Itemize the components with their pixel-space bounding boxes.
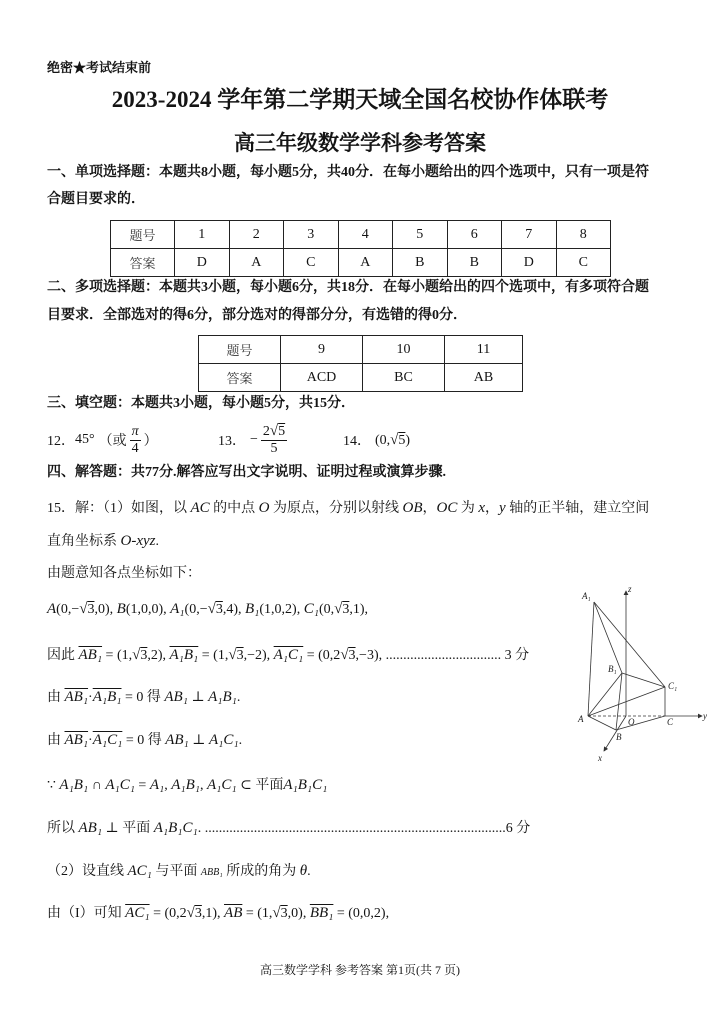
text-run: (1,0,0),: [125, 602, 171, 617]
question-number: 4: [338, 221, 393, 249]
radical-sign: √: [186, 905, 195, 921]
fraction: [261, 423, 287, 457]
text-run: .: [155, 534, 159, 549]
answer-cell: AB: [445, 364, 523, 392]
vector: A₁C₁: [273, 647, 304, 663]
multiple-choice-answer-table: [198, 335, 523, 392]
math-symbol: A₁B₁C₁: [153, 820, 198, 836]
radical-sign: √: [390, 431, 399, 448]
answer-cell: D: [502, 249, 557, 277]
text-run: ⊂ 平面: [236, 778, 284, 793]
vector: AC₁: [125, 905, 150, 921]
figure-label-a1: A₁: [582, 591, 591, 601]
edge-a1-c1: [594, 602, 665, 687]
solution-line: [47, 598, 368, 621]
answer-cell: B: [447, 249, 502, 277]
solution-line: [47, 644, 529, 667]
text-run: ⊥: [187, 690, 209, 705]
radicand: 3: [236, 648, 244, 663]
text-run: =: [134, 778, 150, 793]
figure-label-c: C: [667, 717, 674, 727]
text-run: 由题意知各点坐标如下：: [47, 566, 201, 581]
math-symbol: y: [499, 500, 506, 516]
math-symbol: A₁: [170, 601, 185, 617]
text-run: 所以: [47, 821, 79, 836]
math-symbol: OB: [402, 500, 423, 516]
question-number: 9: [281, 336, 363, 364]
section2-heading: 二、多项选择题：本题共3小题，每小题6分，共18分．在每小题给出的四个选项中，有多项符合题: [47, 280, 649, 295]
math-symbol: AC₁: [127, 863, 152, 879]
text-run: ·: [88, 690, 93, 705]
text-run: ·: [88, 733, 93, 748]
figure-label-o: O: [628, 717, 635, 727]
text-run: 为: [457, 501, 479, 516]
text-run: 由: [47, 690, 65, 705]
section3-heading: 三、填空题：本题共3小题，每小题5分，共15分．: [47, 396, 355, 411]
figure-label-a: A: [578, 714, 584, 724]
text-run: ,: [199, 778, 207, 793]
math-symbol: OC: [436, 500, 458, 516]
figure-svg: [570, 585, 710, 770]
vector: A₁B₁: [92, 689, 122, 705]
text-run: .: [307, 864, 311, 879]
text-run: ⊥: [188, 733, 209, 748]
question-number: 3: [284, 221, 339, 249]
prism-coordinate-figure: [570, 585, 710, 770]
text-run: .: [238, 733, 243, 748]
math-symbol: AB₁: [165, 732, 189, 748]
math-symbol: A₁C₁: [206, 777, 237, 793]
alt-open: （或: [98, 434, 127, 449]
question-number: 1: [175, 221, 230, 249]
math-symbol: B: [116, 601, 126, 617]
math-symbol: A₁C₁: [208, 732, 239, 748]
math-symbol: x: [478, 500, 486, 516]
vector: AB₁: [64, 689, 89, 705]
fraction-denominator: 4: [131, 440, 139, 456]
radicand: 3: [348, 648, 356, 663]
answer-cell: B: [393, 249, 448, 277]
answer-cell: C: [556, 249, 611, 277]
edge-a1-a: [588, 602, 594, 716]
text-run: .: [236, 690, 241, 705]
fraction-numerator: π: [131, 423, 139, 439]
solution-line: [47, 530, 159, 553]
section4-heading: 四、解答题：共77分.解答应写出文字说明、证明过程或演算步骤.: [47, 465, 446, 480]
solution-line: [47, 729, 242, 752]
text-run: 由（I）可知: [47, 906, 126, 921]
answer-cell: D: [175, 249, 230, 277]
answer-cell: ACD: [281, 364, 363, 392]
math-symbol: AB₁: [78, 820, 103, 836]
answer-value: (0,√5): [375, 431, 411, 448]
fraction-numerator: 2√5: [262, 423, 286, 439]
radical-sign: √: [340, 647, 349, 663]
edge-b-c: [616, 716, 665, 730]
math-symbol: A₁: [149, 777, 165, 793]
text-run: ,: [164, 778, 172, 793]
text-run: 与平面: [151, 864, 201, 879]
math-symbol: A₁B₁C₁: [283, 777, 328, 793]
text-run: ，: [422, 501, 437, 516]
solution-line: [47, 817, 530, 840]
radical-sign: √: [269, 423, 279, 439]
question-number: 6: [447, 221, 502, 249]
figure-label-b1: B₁: [608, 664, 617, 674]
text-run: 6 分: [505, 821, 531, 836]
table-row: [111, 249, 611, 277]
math-symbol: A₁C₁: [105, 777, 135, 793]
solution-line: [47, 774, 327, 797]
figure-label-c1: C₁: [668, 681, 678, 691]
fraction-denominator: 5: [270, 441, 278, 456]
answer-cell: BC: [363, 364, 445, 392]
single-choice-answer-table: [110, 220, 611, 277]
text-run: 轴的正半轴，建立空间: [505, 501, 650, 516]
text-run: = (1,√3,0),: [242, 905, 310, 921]
radicand: 3: [194, 906, 202, 921]
answer-value: 45°: [75, 432, 95, 447]
text-run: = (0,2√3,−3),: [303, 647, 386, 663]
question-number-label: 题号: [111, 221, 175, 249]
math-symbol: C₁: [303, 601, 319, 617]
radical-sign: √: [132, 647, 141, 663]
vector: $\overline{AB}$: [224, 905, 243, 921]
solution-line: [47, 563, 201, 585]
radical-sign: √: [207, 601, 216, 617]
vector: AB₁: [64, 732, 89, 748]
edge-a1-b1: [594, 602, 622, 673]
question-number: 12．: [47, 434, 75, 449]
solution-line: [47, 860, 311, 884]
vector: A₁B₁: [169, 647, 199, 663]
radicand: 3: [280, 906, 288, 921]
question-number: 7: [502, 221, 557, 249]
radicand: 3: [342, 602, 350, 617]
table-row: [199, 336, 523, 364]
text-run: 的中点: [209, 501, 259, 516]
answer-cell: A: [338, 249, 393, 277]
math-symbol: O: [258, 500, 270, 516]
text-run: (0,−√3,4),: [184, 601, 245, 617]
figure-label-y: y: [703, 711, 707, 721]
math-symbol: B₁: [245, 601, 260, 617]
text-run: 15．解：（1）如图，以: [47, 501, 191, 516]
question-number: 2: [229, 221, 284, 249]
question-number: 5: [393, 221, 448, 249]
section2-heading-cont: 目要求．全部选对的得6分，部分选对的得部分分，有选错的得0分．: [47, 308, 467, 323]
fill-answer-14: [343, 423, 410, 457]
math-symbol: A₁B₁: [59, 777, 89, 793]
question-number: 10: [363, 336, 445, 364]
fraction: [130, 424, 141, 457]
text-run: ∩: [88, 778, 106, 793]
text-run: = 0 得: [121, 690, 165, 705]
text-run: = (0,2√3,1),: [149, 905, 225, 921]
text-run: ，: [485, 501, 500, 516]
fill-answer-12: [47, 423, 158, 457]
vector: BB₁: [309, 905, 334, 921]
question-number: 13．: [218, 434, 246, 449]
minus-sign: −: [250, 432, 258, 447]
edge-b1-b: [616, 673, 622, 730]
vector: A₁C₁: [92, 732, 123, 748]
text-run: = (1,√3,2),: [102, 647, 170, 663]
text-run: 因此: [47, 648, 79, 663]
math-symbol: A: [47, 601, 57, 617]
radicand: 5: [398, 432, 406, 448]
text-run: ⊥ 平面: [102, 821, 154, 836]
question-number: 11: [445, 336, 523, 364]
text-run: 由: [47, 733, 65, 748]
question-number-label: 题号: [199, 336, 281, 364]
figure-label-b: B: [616, 732, 622, 742]
question-number: 8: [556, 221, 611, 249]
answer-label: 答案: [111, 249, 175, 277]
text-run: 直角坐标系: [47, 534, 121, 549]
radicand: 3: [87, 602, 95, 617]
math-symbol: A₁B₁: [171, 777, 200, 793]
math-symbol: A₁B₁: [208, 689, 237, 705]
radicand: 3: [140, 648, 148, 663]
vector: AB₁: [78, 647, 103, 663]
figure-label-x: x: [598, 753, 602, 763]
text-run: .: [197, 821, 205, 836]
text-run: (0,√3,1),: [318, 601, 369, 617]
text-run: 所成的角为: [222, 864, 300, 879]
confidential-label: 绝密★考试结束前: [47, 60, 152, 75]
answer-cell: A: [229, 249, 284, 277]
table-row: [111, 221, 611, 249]
alt-close: ）: [143, 434, 158, 449]
answer-label: 答案: [199, 364, 281, 392]
x-axis: [604, 716, 626, 751]
section1-heading: 一、单项选择题：本题共8小题，每小题5分，共40分．在每小题给出的四个选项中，只有一项是符: [47, 165, 649, 180]
math-symbol-small: ABB₁: [200, 867, 223, 878]
text-run: = (1,√3,−2),: [198, 647, 274, 663]
page-footer: 高三数学学科 参考答案 第1页(共 7 页): [260, 963, 460, 977]
text-run: ∵: [47, 778, 60, 793]
radicand: 5: [278, 424, 286, 439]
edge-a-b: [588, 716, 616, 730]
radical-sign: √: [79, 601, 88, 617]
figure-label-z: z: [628, 585, 632, 594]
text-run: 3 分: [501, 648, 530, 663]
solution-line: [47, 497, 649, 520]
solution-line: [47, 902, 389, 925]
text-run: （2）设直线: [47, 864, 128, 879]
edge-b1-c1: [622, 673, 665, 687]
answer-cell: C: [284, 249, 339, 277]
table-row: [199, 364, 523, 392]
radical-sign: √: [334, 601, 343, 617]
text-run: = 0 得: [122, 733, 166, 748]
radical-sign: √: [272, 905, 281, 921]
exam-title: 2023-2024 学年第二学期天域全国名校协作体联考: [111, 87, 609, 112]
answer-key-subtitle: 高三年级数学学科参考答案: [234, 131, 486, 155]
math-symbol: θ: [299, 863, 308, 879]
text-run: = (0,0,2),: [333, 906, 390, 921]
math-symbol: O-xyz: [120, 533, 156, 549]
fill-answer-13: [218, 423, 290, 457]
radicand: 3: [215, 602, 223, 617]
math-symbol: AC: [190, 500, 210, 516]
text-run: ......................................................................................: [204, 821, 506, 836]
question-number: 14．: [343, 434, 371, 449]
text-run: (1,0,2),: [259, 602, 304, 617]
math-symbol: AB₁: [164, 689, 188, 705]
radical-sign: √: [228, 647, 237, 663]
text-run: (0,−√3,0),: [56, 601, 117, 617]
section1-heading-cont: 合题目要求的．: [47, 192, 145, 207]
solution-line: [47, 686, 240, 709]
text-run: .................................: [385, 648, 502, 663]
text-run: 为原点，分别以射线: [269, 501, 403, 516]
